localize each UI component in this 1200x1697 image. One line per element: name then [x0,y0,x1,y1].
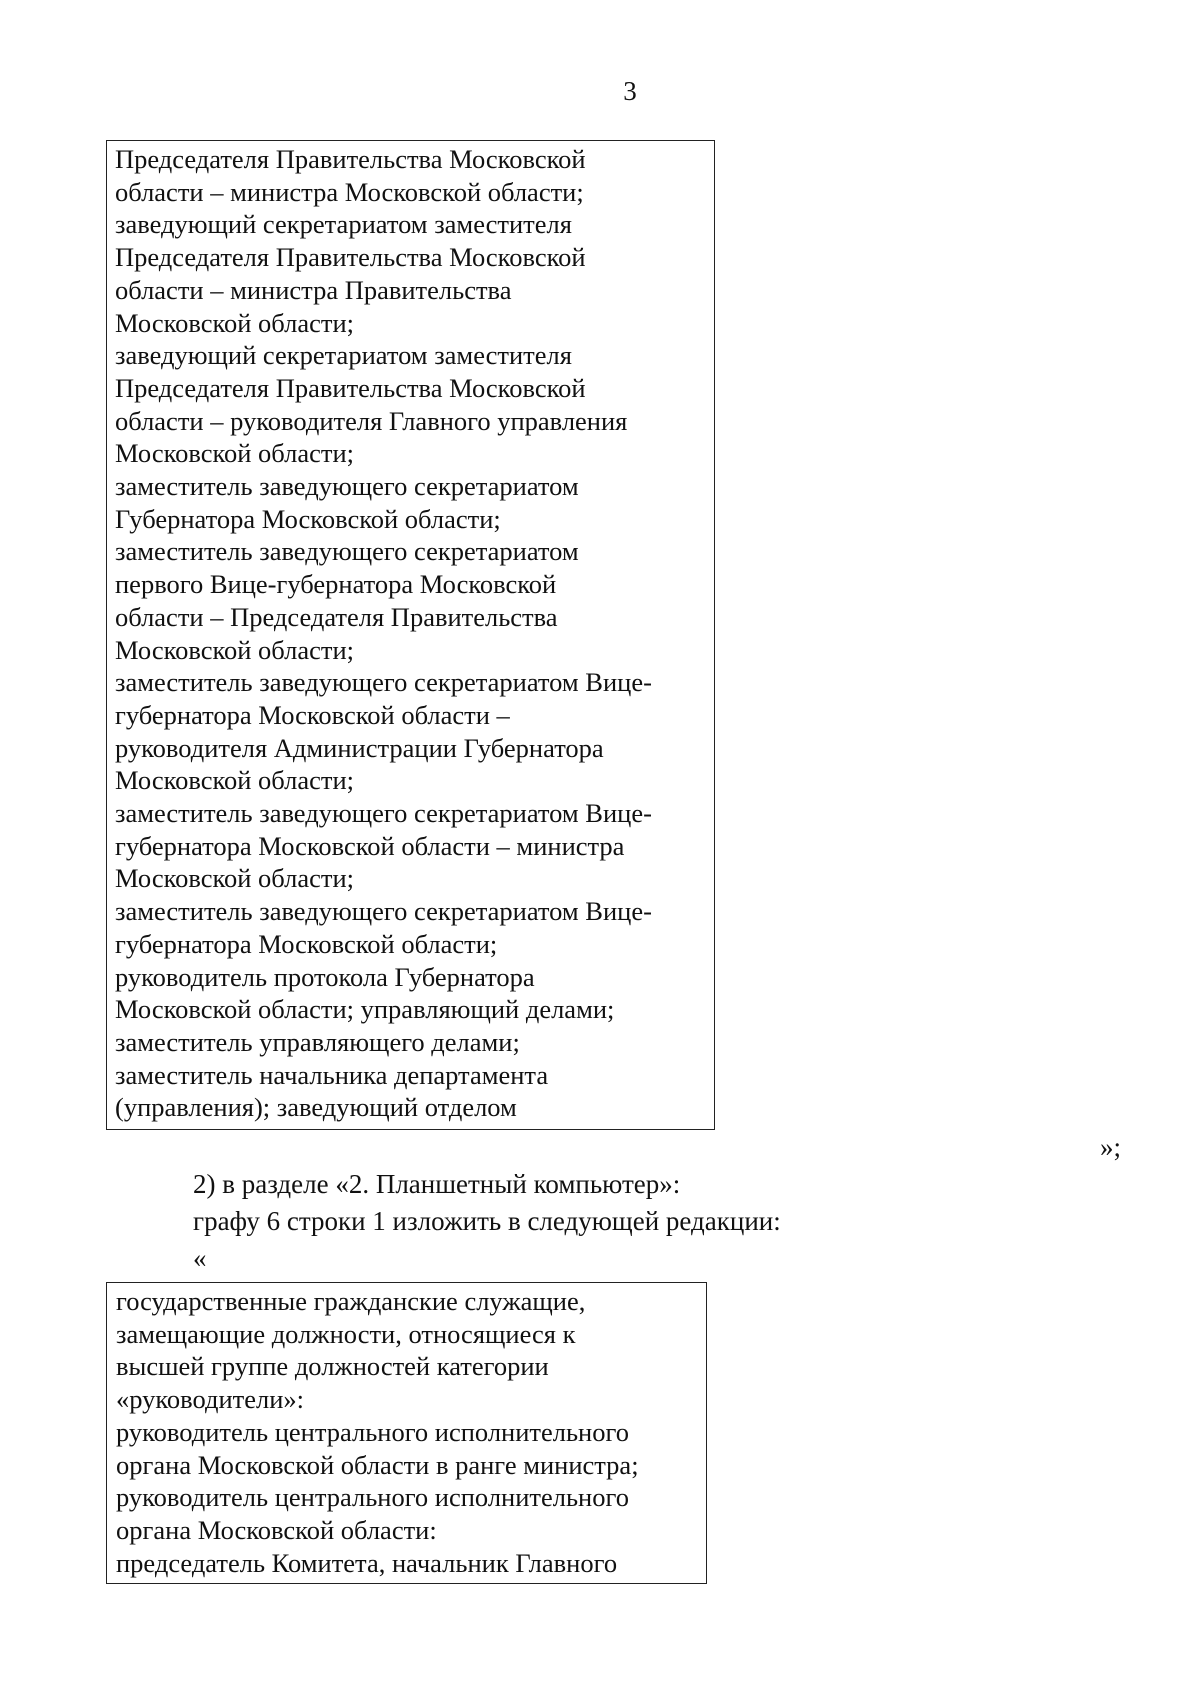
box1-line: губернатора Московской области – министра [115,830,625,861]
box1-line: Московской области; [115,307,355,338]
box1-line: заместитель начальника департамента [115,1059,549,1090]
box1-line: губернатора Московской области; [115,928,498,959]
box1-line: заместитель заведующего секретариатом Вице- [115,798,652,829]
box1-line: Председателя Правительства Московской [115,242,586,273]
opening-quote: « [193,1243,207,1273]
box1-line: области – министра Московской области; [115,176,584,207]
box1-line: заместитель заведующего секретариатом [115,471,579,502]
box1-line: заместитель заведующего секретариатом Вице- [115,896,652,927]
box1-line: руководитель протокола Губернатора [115,961,535,992]
table-cell-box-2 [106,1282,707,1584]
box2-line: «руководители»: [116,1384,305,1415]
box1-line: заместитель заведующего секретариатом Вице- [115,667,652,698]
box1-line: области – руководителя Главного управления [115,405,628,436]
box2-line: органа Московской области: [116,1514,437,1545]
box1-line: Губернатора Московской области; [115,503,501,534]
box1-line: Московской области; [115,438,355,469]
box1-line: области – Председателя Правительства [115,601,558,632]
closing-quote: »; [1100,1132,1122,1162]
box2-line: председатель Комитета, начальник Главного [116,1547,618,1578]
box2-line: государственные гражданские служащие, [116,1286,586,1316]
box2-line: замещающие должности, относящиеся к [116,1318,576,1349]
box1-line: первого Вице-губернатора Московской [115,569,557,600]
paragraph-section-2: 2) в разделе «2. Планшетный компьютер»: [193,1169,681,1199]
box1-line: Московской области; [115,765,355,796]
box1-line: Московской области; [115,634,355,665]
box1-line: руководителя Администрации Губернатора [115,732,604,763]
box1-line: заведующий секретариатом заместителя [115,209,572,240]
table-cell-box-1 [106,140,715,1130]
page-number: 3 [623,76,637,106]
box1-line: Московской области; управляющий делами; [115,994,615,1025]
box1-line: (управления); заведующий отделом [115,1092,517,1123]
box1-line: заведующий секретариатом заместителя [115,340,572,371]
box1-line: Председателя Правительства Московской [115,144,586,174]
box1-line: губернатора Московской области – [115,699,510,730]
paragraph-column-6: графу 6 строки 1 изложить в следующей редакции: [193,1206,781,1236]
box2-line: руководитель центрального исполнительного [116,1482,629,1513]
box2-line: высшей группе должностей категории [116,1351,549,1382]
box1-line: Московской области; [115,863,355,894]
box1-line: заместитель управляющего делами; [115,1026,520,1057]
box2-line: органа Московской области в ранге министра; [116,1449,639,1480]
box2-line: руководитель центрального исполнительного [116,1416,629,1447]
box1-line: области – министра Правительства [115,274,512,305]
box1-line: заместитель заведующего секретариатом [115,536,579,567]
box1-line: Председателя Правительства Московской [115,372,586,403]
